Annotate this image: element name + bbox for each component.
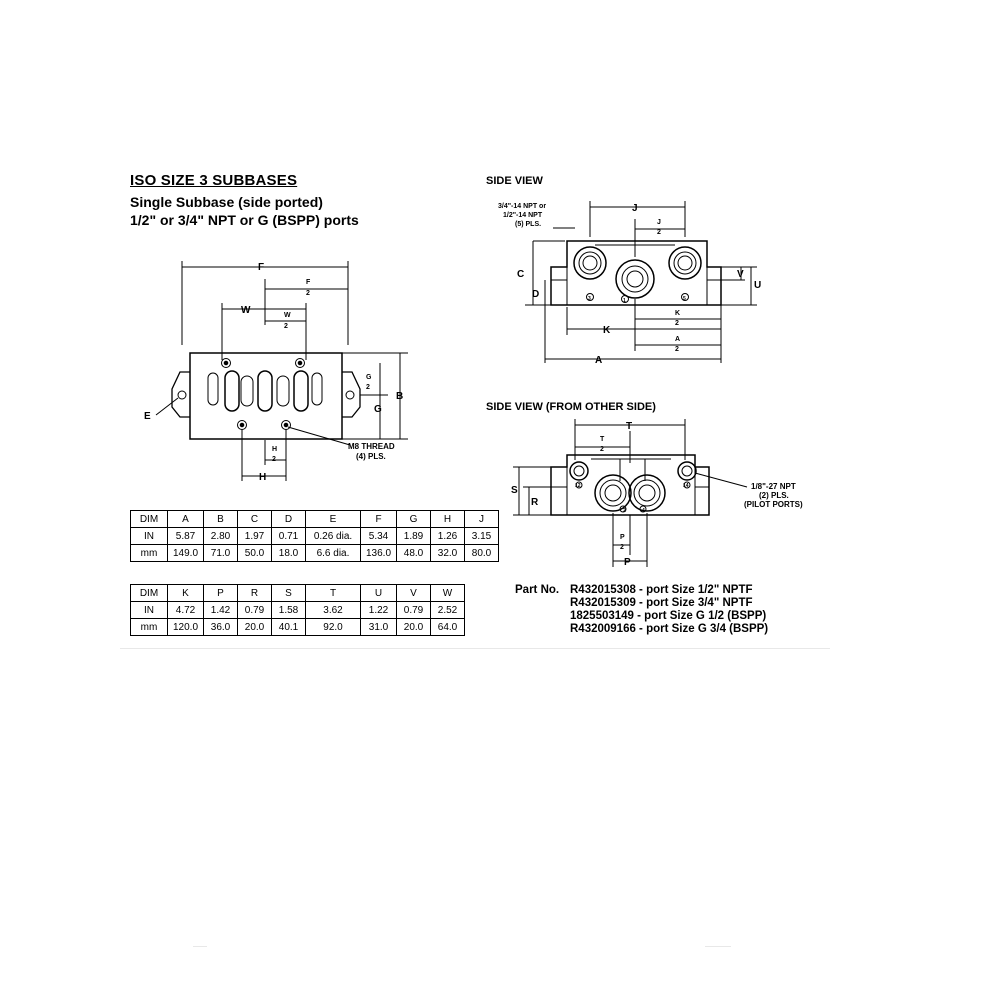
dim-h2-num: H	[272, 446, 278, 453]
table-header-cell: D	[272, 511, 306, 528]
table-cell: 1.58	[272, 602, 306, 619]
table-header-cell: A	[168, 511, 204, 528]
table-cell: 80.0	[465, 545, 499, 562]
pilot-note-line1: 1/8"-27 NPT	[751, 482, 796, 491]
table-cell: mm	[131, 545, 168, 562]
table-header-row	[131, 585, 465, 602]
table-cell: 1.22	[361, 602, 397, 619]
dim-g2-den: 2	[366, 384, 370, 391]
table-cell: 1.97	[238, 528, 272, 545]
table-cell: 3.62	[306, 602, 361, 619]
table-cell: 0.79	[397, 602, 431, 619]
side-view-other-label: SIDE VIEW (FROM OTHER SIDE)	[486, 401, 656, 413]
dim-b-label: B	[396, 391, 404, 402]
table-header-cell: G	[397, 511, 431, 528]
dim-a-label: A	[595, 355, 603, 365]
table-header-row	[131, 511, 499, 528]
part-number-label: Part No.	[515, 584, 560, 596]
table-header-cell: S	[272, 585, 306, 602]
table-header-cell: R	[238, 585, 272, 602]
table-cell: 71.0	[204, 545, 238, 562]
scan-edge-line	[120, 648, 830, 649]
dim-t2-den: 2	[600, 446, 604, 453]
dim-p2-den: 2	[620, 544, 624, 551]
table-cell: 2.80	[204, 528, 238, 545]
table-header-cell: B	[204, 511, 238, 528]
table-header-cell: DIM	[131, 511, 168, 528]
dim-f-label: F	[258, 262, 265, 273]
subtitle-ports: 1/2" or 3/4" NPT or G (BSPP) ports	[130, 212, 359, 228]
dim-t2-num: T	[600, 436, 605, 443]
table-cell: 2.52	[431, 602, 465, 619]
dim-k2-den: 2	[675, 320, 679, 327]
table-cell: 48.0	[397, 545, 431, 562]
table-cell: 32.0	[431, 545, 465, 562]
side-view-drawing	[495, 195, 780, 365]
port-note-line2: 1/2"-14 NPT	[503, 212, 543, 219]
dim-w2-den: 2	[284, 323, 288, 330]
table-cell: mm	[131, 619, 168, 636]
table-cell: 1.89	[397, 528, 431, 545]
dim-c-label: C	[517, 269, 525, 280]
dimension-table-2	[130, 584, 465, 636]
top-view-drawing	[130, 255, 430, 490]
part-number-item: R432015309 - port Size 3/4" NPTF	[570, 597, 753, 609]
thread-note-line2: (4) PLS.	[356, 452, 386, 461]
dim-s-label: S	[511, 485, 518, 496]
table-cell: 64.0	[431, 619, 465, 636]
table-cell: 0.26 dia.	[306, 528, 361, 545]
part-number-item: R432009166 - port Size G 3/4 (BSPP)	[570, 623, 769, 635]
table-cell: 1.42	[204, 602, 238, 619]
dim-e-label: E	[144, 411, 151, 422]
dim-k-label: K	[603, 325, 611, 336]
port-note-line3: (5) PLS.	[515, 221, 542, 228]
dim-v-label: V	[737, 269, 744, 280]
table-cell: 31.0	[361, 619, 397, 636]
port-12-label: 12	[575, 483, 581, 489]
table-header-cell: F	[361, 511, 397, 528]
dim-d-label: D	[532, 289, 540, 300]
dim-h2-den: 2	[272, 456, 276, 463]
part-number-item: R432015308 - port Size 1/2" NPTF	[570, 584, 753, 596]
table-header-cell: H	[431, 511, 465, 528]
pilot-note-line3: (PILOT PORTS)	[744, 500, 803, 509]
scan-artifact	[193, 946, 207, 947]
dimension-table-1	[130, 510, 499, 562]
table-cell: 50.0	[238, 545, 272, 562]
table-header-cell: T	[306, 585, 361, 602]
table-header-cell: V	[397, 585, 431, 602]
table-cell: 149.0	[168, 545, 204, 562]
table-cell: 40.1	[272, 619, 306, 636]
table-cell: 6.6 dia.	[306, 545, 361, 562]
port-note-line1: 3/4"-14 NPT or	[498, 203, 547, 210]
thread-note-line1: M8 THREAD	[348, 442, 395, 451]
dim-f2-den: 2	[306, 290, 310, 297]
dim-f2-num: F	[306, 279, 311, 286]
table-cell: 5.34	[361, 528, 397, 545]
table-header-cell: C	[238, 511, 272, 528]
dim-p-label: P	[624, 557, 631, 568]
port-3-label: 3	[588, 296, 591, 302]
dim-j-label: J	[632, 203, 638, 214]
port-4-label: 4	[642, 508, 645, 514]
table-header-cell: U	[361, 585, 397, 602]
dim-j2-num: J	[657, 219, 661, 226]
table-cell: 0.71	[272, 528, 306, 545]
page-title: ISO SIZE 3 SUBBASES	[130, 172, 298, 189]
table-row	[131, 545, 499, 562]
table-row	[131, 602, 465, 619]
pilot-note-line2: (2) PLS.	[759, 491, 789, 500]
dim-t-label: T	[626, 421, 633, 432]
dim-g2-num: G	[366, 374, 372, 381]
port-1-label: 1	[623, 298, 626, 304]
table-cell: 36.0	[204, 619, 238, 636]
side-view-label: SIDE VIEW	[486, 175, 543, 187]
dim-k2-num: K	[675, 310, 681, 317]
dim-g-label: G	[374, 404, 382, 415]
dim-p2-num: P	[620, 534, 625, 541]
dim-h-label: H	[259, 472, 267, 483]
table-cell: 136.0	[361, 545, 397, 562]
dim-a2-num: A	[675, 336, 681, 343]
port-5-label: 5	[683, 296, 686, 302]
part-number-item: 1825503149 - port Size G 1/2 (BSPP)	[570, 610, 767, 622]
dim-w-label: W	[241, 305, 251, 316]
table-cell: 3.15	[465, 528, 499, 545]
table-header-cell: J	[465, 511, 499, 528]
dim-a2-den: 2	[675, 346, 679, 353]
subtitle-subbase: Single Subbase (side ported)	[130, 194, 323, 210]
table-cell: 1.26	[431, 528, 465, 545]
table-cell: 5.87	[168, 528, 204, 545]
table-cell: 120.0	[168, 619, 204, 636]
table-cell: IN	[131, 528, 168, 545]
port-2-label: 2	[623, 508, 626, 514]
dim-r-label: R	[531, 497, 539, 508]
table-header-cell: DIM	[131, 585, 168, 602]
table-header-cell: K	[168, 585, 204, 602]
table-cell: 4.72	[168, 602, 204, 619]
table-cell: 20.0	[397, 619, 431, 636]
table-row	[131, 619, 465, 636]
dim-u-label: U	[754, 280, 762, 291]
table-cell: IN	[131, 602, 168, 619]
table-cell: 0.79	[238, 602, 272, 619]
table-cell: 92.0	[306, 619, 361, 636]
table-header-cell: P	[204, 585, 238, 602]
table-cell: 18.0	[272, 545, 306, 562]
side-view-other-drawing	[495, 415, 820, 570]
port-14-label: 14	[683, 483, 689, 489]
table-cell: 20.0	[238, 619, 272, 636]
dim-w2-num: W	[284, 312, 291, 319]
dim-j2-den: 2	[657, 229, 661, 236]
table-header-cell: E	[306, 511, 361, 528]
table-row	[131, 528, 499, 545]
table-header-cell: W	[431, 585, 465, 602]
scan-artifact	[705, 946, 731, 947]
